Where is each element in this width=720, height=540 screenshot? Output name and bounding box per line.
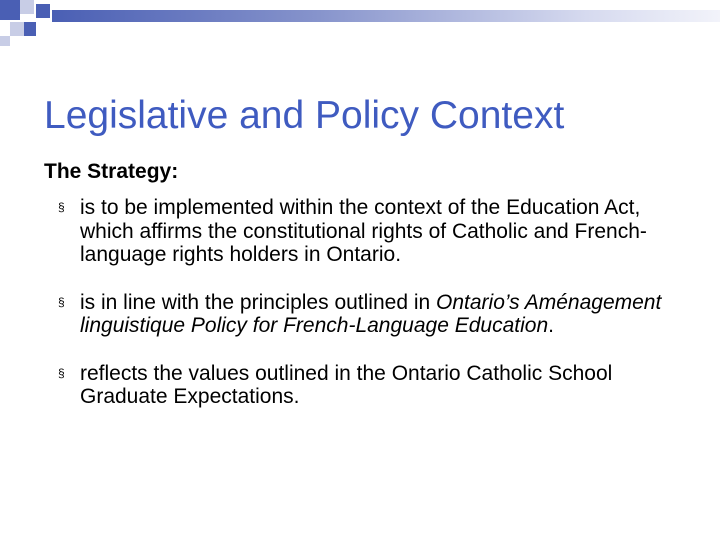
header-gradient-bar: [52, 10, 720, 22]
lead-text: The Strategy:: [44, 160, 179, 183]
bullet-text-pre: is in line with the principles outlined in: [80, 290, 437, 314]
decor-square-6: [0, 36, 10, 46]
decor-square-1: [0, 0, 20, 20]
decor-square-2: [20, 0, 34, 14]
decor-square-4: [10, 22, 24, 36]
decor-square-5: [24, 22, 36, 36]
bullet-item: [58, 362, 678, 409]
slide-title: Legislative and Policy Context: [44, 94, 565, 138]
policy-name: Ontario’s Aménagement linguistique Policy for French-Language Education: [80, 290, 662, 337]
decor-square-3: [36, 4, 50, 18]
bullet-item: [58, 196, 678, 267]
bullet-item: [58, 291, 678, 338]
bullet-text-post: .: [548, 314, 554, 337]
bullet-icon: §: [58, 365, 65, 380]
bullet-icon: §: [58, 294, 65, 309]
bullet-text: is to be implemented within the context of the Education Act, which affirms the constitutional rights of Catholic and French-language rights holders in Ontario.: [80, 196, 647, 266]
bullet-list: [58, 196, 678, 433]
bullet-text: [80, 291, 661, 338]
bullet-icon: §: [58, 200, 65, 214]
bullet-text: reflects the values outlined in the Ontario Catholic School Graduate Expectations.: [80, 361, 613, 408]
